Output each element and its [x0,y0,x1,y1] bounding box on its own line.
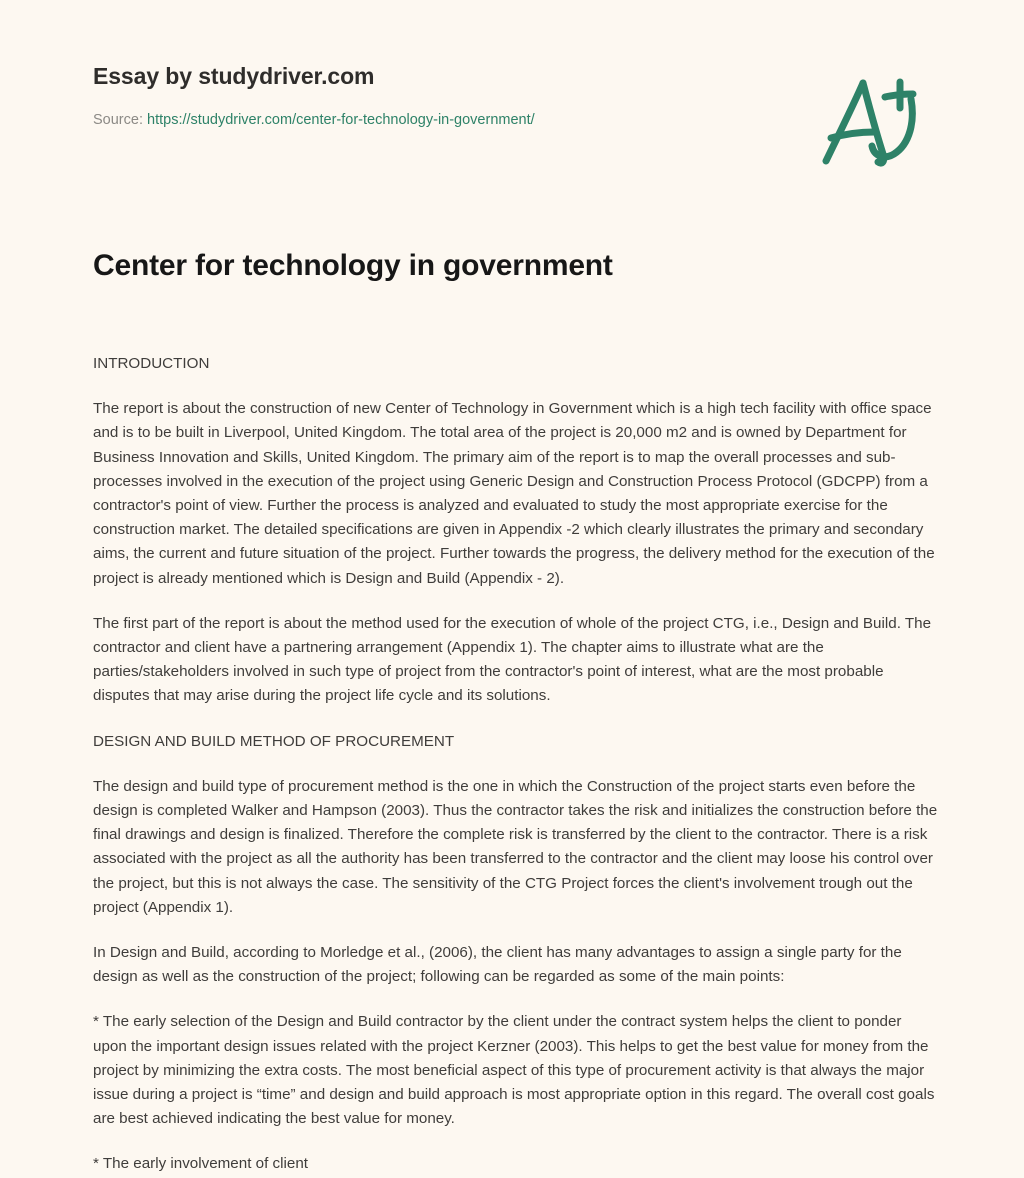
section-heading-design-build: DESIGN AND BUILD METHOD OF PROCUREMENT [93,732,455,750]
source-url-link[interactable]: https://studydriver.com/center-for-technology-in-government/ [147,112,535,128]
source-line [93,110,773,130]
page-title: Center for technology in government [93,249,613,282]
article [93,246,938,1177]
brand-block [93,62,773,130]
source-label: Source: [93,112,143,128]
section-heading-introduction: INTRODUCTION [93,355,210,372]
bullet-early-selection: * The early selection of the Design and Build contractor by the client under the contract system helps the client to ponder upon the important design issues related with the project Kerzner (2003). This helps to get the best value for money from the project by minimizing the extra costs. The most beneficial aspect of this type of procurement activity is that always the major issue during a project is “time” and design and build approach is most appropriate option in this regard. The overall cost goals are best achieved indicating the best value for money. [93,1013,935,1128]
page-header [0,0,1024,200]
article-body [93,352,938,1177]
paragraph-intro-overview: The report is about the construction of new Center of Technology in Government which is a high tech facility with office space and is to be built in Liverpool, United Kingdom. The total area of the project is 20,000 m2 and is owned by Department for Business Innovation and Skills, United Kingdom. The primary aim of the report is to map the overall processes and sub-processes involved in the execution of the project using Generic Design and Construction Process Protocol (GDCPP) from a contractor's point of view. Further the process is analyzed and evaluated to study the most appropriate exercise for the construction market. The detailed specifications are given in Appendix -2 which clearly illustrates the primary and secondary aims, the current and future situation of the project. Further towards the progress, the delivery method for the execution of the project is already mentioned which is Design and Build (Appendix - 2). [93,400,935,587]
paragraph-report-first-part: The first part of the report is about the method used for the execution of whole of the project CTG, i.e., Design and Build. The contractor and client have a partnering arrangement (Appendix 1). The chapter aims to illustrate what are the parties/stakeholders involved in such type of project from the contractor's point of interest, what are the most probable disputes that may arise during the project life cycle and its solutions. [93,614,932,705]
bullet-early-involvement: * The early involvement of client [93,1155,308,1173]
brand-title: Essay by studydriver.com [93,63,375,89]
paragraph-design-build-method: The design and build type of procurement method is the one in which the Construction of the project starts even before the design is completed Walker and Hampson (2003). Thus the contractor takes the risk and initializes the construction before the final drawings and design is finalized. Therefore the complete risk is transferred by the client to the contractor. There is a risk associated with the project as all the authority has been transferred to the contractor and the client may loose his control over the project, but this is not always the case. The sensitivity of the CTG Project forces the client's involvement trough out the project (Appendix 1). [93,777,938,916]
a-plus-logo-icon[interactable] [812,66,920,170]
paragraph-morledge-advantages: In Design and Build, according to Morledge et al., (2006), the client has many advantages to assign a single party for the design as well as the construction of the project; following can be regarded as some of the main points: [93,944,902,986]
